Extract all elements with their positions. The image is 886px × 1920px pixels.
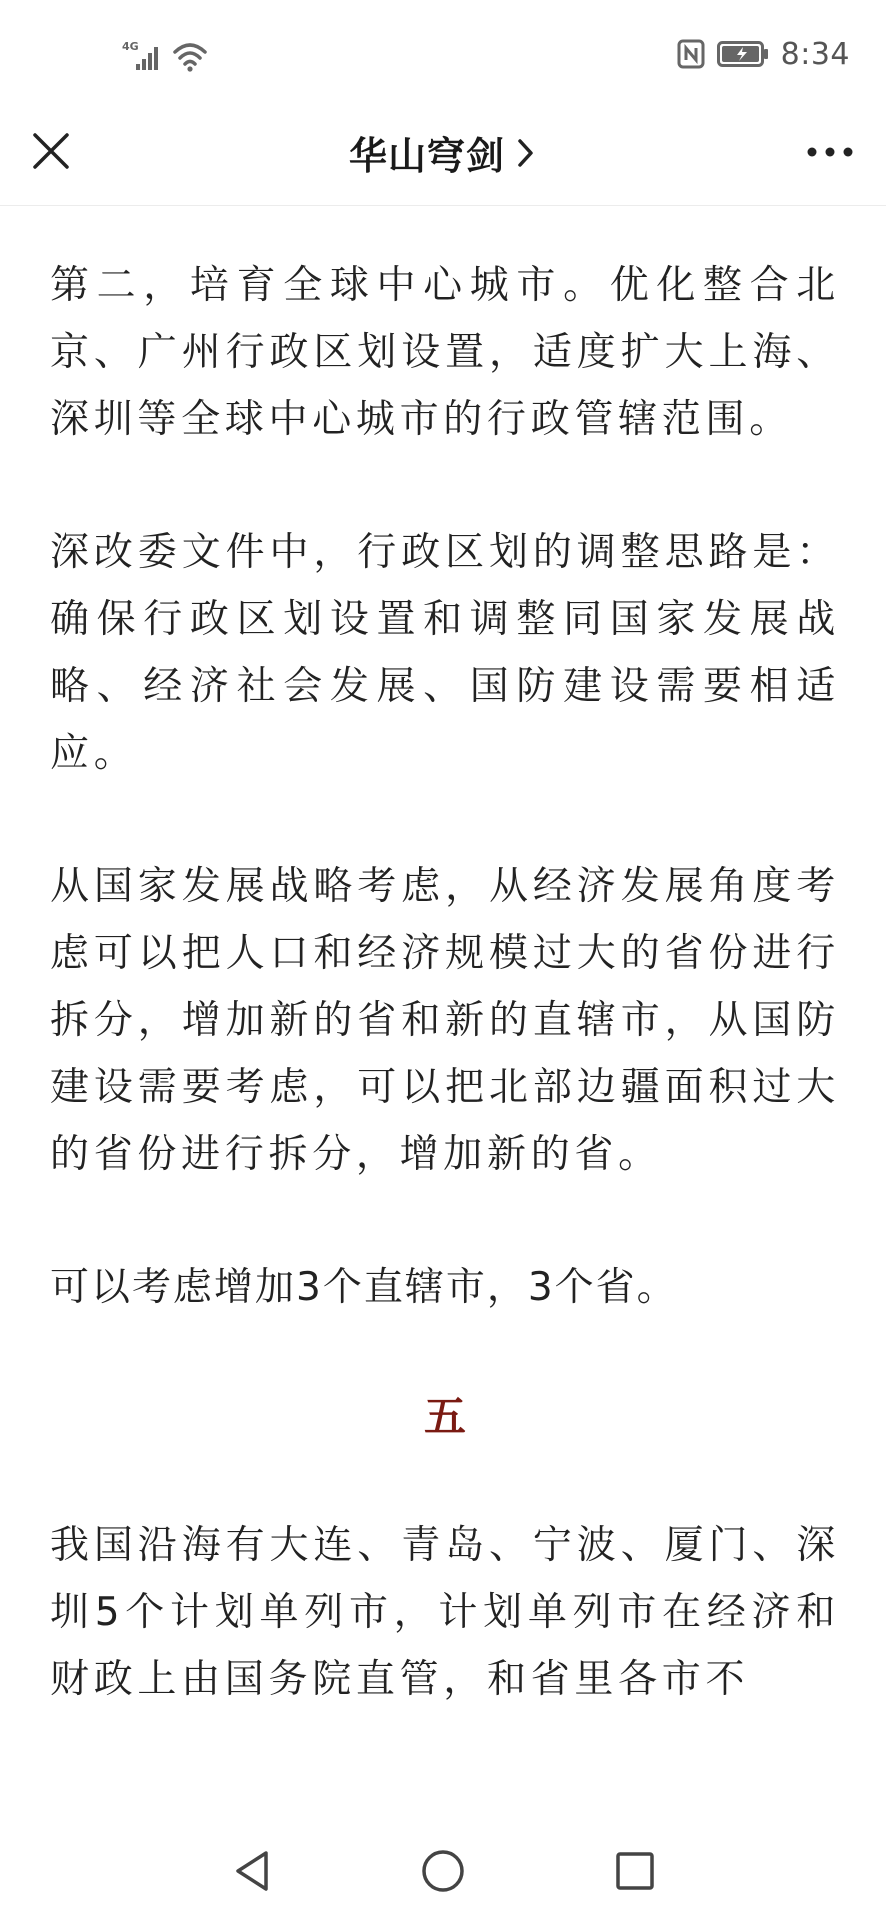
chevron-right-icon bbox=[515, 137, 537, 169]
article-paragraph: 第二，培育全球中心城市。优化整合北京、广州行政区划设置，适度扩大上海、深圳等全球中心城市的行政管辖范围。 bbox=[50, 263, 840, 442]
nav-recents-button[interactable] bbox=[610, 1846, 660, 1896]
account-title-link[interactable] bbox=[349, 125, 537, 180]
recents-square-icon bbox=[615, 1851, 655, 1891]
close-icon bbox=[32, 132, 70, 170]
system-nav-bar bbox=[0, 1822, 886, 1920]
app-header bbox=[0, 100, 886, 206]
back-triangle-icon bbox=[232, 1849, 272, 1893]
article-paragraph: 深改委文件中，行政区划的调整思路是：确保行政区划设置和调整同国家发展战略、经济社会发展、国防建设需要相适应。 bbox=[50, 530, 840, 776]
status-bar bbox=[0, 0, 886, 100]
status-right bbox=[677, 34, 850, 74]
article-body bbox=[50, 252, 840, 1822]
nfc-icon bbox=[677, 38, 705, 70]
wifi-icon bbox=[172, 40, 208, 72]
more-button[interactable] bbox=[802, 132, 858, 172]
title-wrapper bbox=[0, 100, 886, 205]
home-circle-icon bbox=[421, 1849, 465, 1893]
article-paragraph: 从国家发展战略考虑，从经济发展角度考虑可以把人口和经济规模过大的省份进行拆分，增加新的省和新的直辖市，从国防建设需要考虑，可以把北部边疆面积过大的省份进行拆分，增加新的省。 bbox=[50, 864, 840, 1177]
article-paragraph: 我国沿海有大连、青岛、宁波、厦门、深圳5个计划单列市，计划单列市在经济和财政上由国务院直管，和省里各市不 bbox=[50, 1523, 840, 1702]
close-button[interactable] bbox=[28, 128, 74, 174]
section-heading: 五 bbox=[423, 1392, 466, 1441]
status-time: 8:34 bbox=[780, 36, 850, 72]
battery-icon bbox=[717, 41, 769, 67]
nav-back-button[interactable] bbox=[227, 1846, 277, 1896]
more-icon bbox=[806, 146, 854, 158]
account-title: 华山穹剑 bbox=[348, 134, 505, 178]
nav-home-button[interactable] bbox=[418, 1846, 468, 1896]
cellular-signal-icon bbox=[122, 38, 166, 72]
article-paragraph: 可以考虑增加3个直辖市，3个省。 bbox=[50, 1265, 678, 1310]
svg-text:4G: 4G bbox=[122, 40, 139, 53]
status-left bbox=[122, 36, 208, 72]
